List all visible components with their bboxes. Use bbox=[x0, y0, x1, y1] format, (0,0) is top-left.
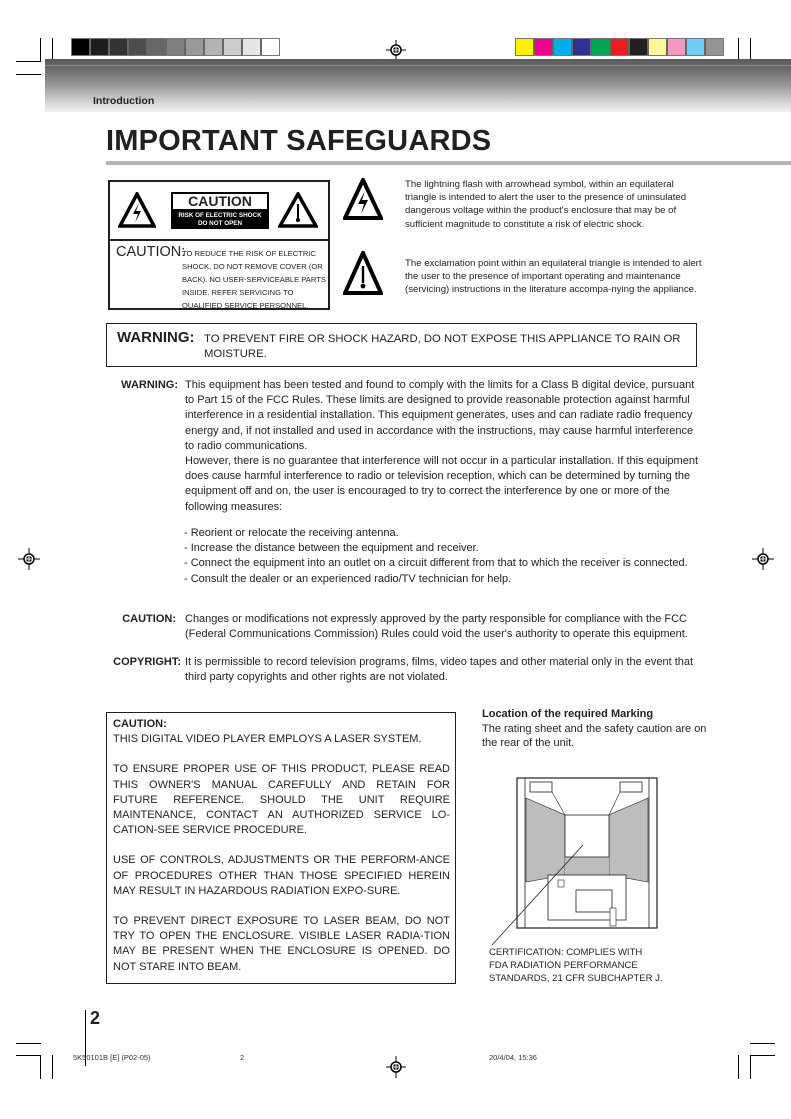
page-title: IMPORTANT SAFEGUARDS bbox=[106, 125, 492, 157]
crop-mark bbox=[750, 1055, 751, 1079]
crop-mark bbox=[16, 74, 41, 75]
lightning-triangle-icon bbox=[118, 192, 156, 228]
copyright-label: COPYRIGHT: bbox=[113, 656, 181, 668]
color-swatch bbox=[129, 39, 148, 55]
exclamation-triangle-icon bbox=[343, 251, 383, 295]
marking-location bbox=[482, 707, 722, 751]
crop-mark bbox=[738, 1055, 739, 1079]
warning-label: WARNING: bbox=[117, 329, 195, 346]
color-swatch bbox=[224, 39, 243, 55]
cert-line: STANDARDS, 21 CFR SUBCHAPTER J. bbox=[489, 973, 663, 984]
unit-rear-illustration bbox=[480, 770, 700, 950]
laser-caution-paragraph: THIS DIGITAL VIDEO PLAYER EMPLOYS A LASER SYSTEM. bbox=[113, 733, 422, 746]
measures-list bbox=[184, 526, 704, 587]
lightning-symbol-description: The lightning flash with arrowhead symbol, within an equilateral triangle is intended to alert the user to the presence of uninsulated dangerous voltage within the product's enclosure that may be of sufficient magnitude to constitute a risk of electric shock. bbox=[405, 179, 687, 230]
laser-caution-paragraph: USE OF CONTROLS, ADJUSTMENTS OR THE PERFORM-ANCE OF PROCEDURES OTHER THAN THOSE SPECIFIED HEREIN MAY RESULT IN HAZARDOUS RADIATION EXPO-SURE. bbox=[113, 854, 450, 897]
color-swatch bbox=[243, 39, 262, 55]
color-swatch bbox=[205, 39, 224, 55]
laser-caution-box bbox=[106, 712, 456, 984]
fcc-warning-label: WARNING: bbox=[121, 379, 178, 391]
laser-caution-paragraph: TO PREVENT DIRECT EXPOSURE TO LASER BEAM, DO NOT TRY TO OPEN THE ENCLOSURE. VISIBLE LASER RADIA-TION MAY BE PRESENT WHEN THE ENCLOSURE IS OPENED. DO NOT STARE INTO BEAM. bbox=[113, 915, 450, 973]
color-swatch bbox=[687, 39, 706, 55]
section-label: Introduction bbox=[93, 95, 155, 107]
color-swatch bbox=[516, 39, 535, 55]
certification-text bbox=[489, 946, 663, 985]
registration-mark-icon bbox=[386, 1056, 406, 1078]
list-item: - Consult the dealer or an experienced radio/TV technician for help. bbox=[184, 572, 512, 585]
footer-timestamp: 20/4/04, 15:36 bbox=[489, 1053, 537, 1062]
crop-mark bbox=[16, 1055, 41, 1056]
exclamation-triangle-icon bbox=[278, 192, 318, 228]
color-swatch bbox=[630, 39, 649, 55]
list-item: - Reorient or relocate the receiving antenna. bbox=[184, 527, 399, 539]
color-swatch bbox=[554, 39, 573, 55]
crop-mark bbox=[750, 1043, 775, 1044]
laser-caution-heading: CAUTION: bbox=[113, 718, 167, 730]
color-swatch bbox=[611, 39, 630, 55]
title-rule bbox=[106, 161, 791, 165]
color-swatch bbox=[706, 39, 723, 55]
crop-mark bbox=[16, 1043, 41, 1044]
exclamation-symbol-description: The exclamation point within an equilateral triangle is intended to alert the user to the presence of important operating and maintenance (servicing) instructions in the literature accompa-nying the appliance. bbox=[405, 258, 702, 296]
header-band bbox=[45, 59, 791, 112]
caution-heading: CAUTION: bbox=[116, 244, 186, 260]
color-swatch bbox=[592, 39, 611, 55]
fcc-caution-label: CAUTION: bbox=[122, 613, 176, 625]
color-swatch bbox=[668, 39, 687, 55]
caution-badge-line2: DO NOT OPEN bbox=[197, 220, 243, 227]
caution-label bbox=[108, 180, 330, 310]
fcc-warning-text: This equipment has been tested and found to comply with the limits for a Class B digital device, pursuant to Part 15 of the FCC Rules. These limits are designed to provide reasonable protection against harmful interference in a residential installation. This equipment generates, uses and can radiate radio frequency energy and, if not installed and used in accordance with the instructions, may cause harmful interference to radio communications. bbox=[185, 379, 695, 452]
crop-mark bbox=[750, 1055, 775, 1056]
laser-caution-paragraph: TO ENSURE PROPER USE OF THIS PRODUCT, PLEASE READ THIS OWNER'S MANUAL CAREFULLY AND RETAIN FOR FUTURE REFERENCE. SHOULD THE UNIT REQUIRE MAINTENANCE, CONTACT AN AUTHORIZED SERVICE LO-CATION-SEE SERVICE PROCEDURE. bbox=[113, 763, 450, 837]
footer-file-page: 2 bbox=[240, 1053, 245, 1062]
color-swatch bbox=[167, 39, 186, 55]
grayscale-color-bar bbox=[71, 38, 280, 56]
cert-line: CERTIFICATION: COMPLIES WITH bbox=[489, 947, 643, 958]
crop-mark bbox=[40, 38, 41, 62]
list-item: - Increase the distance between the equipment and receiver. bbox=[184, 542, 479, 555]
caution-badge-word: CAUTION bbox=[171, 192, 269, 211]
caution-text: TO REDUCE THE RISK OF ELECTRIC SHOCK, DO NOT REMOVE COVER (OR BACK). NO USER-SERVICEABLE PARTS INSIDE. REFER SERVICING TO QUALIFIED SERVICE PERSONNEL. bbox=[182, 249, 326, 310]
footer-file-code: 5K50101B [E] (P02-05) bbox=[73, 1053, 151, 1062]
color-swatch bbox=[110, 39, 129, 55]
color-swatch bbox=[148, 39, 167, 55]
copyright-text: It is permissible to record television programs, films, video tapes and other material only in the event that third party copyrights and other rights are not violated. bbox=[185, 656, 694, 684]
crop-mark bbox=[40, 1055, 41, 1079]
crop-mark bbox=[52, 1055, 53, 1079]
color-swatch bbox=[91, 39, 110, 55]
page-number: 2 bbox=[90, 1008, 101, 1028]
list-item: - Connect the equipment into an outlet on a circuit different from that to which the receiver is connected. bbox=[184, 557, 688, 570]
color-swatch bbox=[186, 39, 205, 55]
color-swatch bbox=[649, 39, 668, 55]
color-swatch bbox=[535, 39, 554, 55]
fcc-warning-text-2: However, there is no guarantee that interference will not occur in a particular installation. If this equipment does cause harmful interference to radio or television reception, which can be determined by turning the equipment off and on, the user is encouraged to try to correct the interference by one or more of the following measures: bbox=[185, 455, 698, 513]
registration-mark-icon bbox=[752, 548, 774, 570]
caution-badge-line1: RISK OF ELECTRIC SHOCK bbox=[178, 212, 262, 219]
color-swatch bbox=[72, 39, 91, 55]
fcc-caution-text: Changes or modifications not expressly approved by the party responsible for compliance with the FCC (Federal Communications Commission) Rules could void the user's authority to operate this equipment. bbox=[185, 613, 688, 641]
cert-line: FDA RADIATION PERFORMANCE bbox=[489, 960, 638, 971]
process-color-bar bbox=[515, 38, 724, 56]
marking-heading: Location of the required Marking bbox=[482, 708, 654, 720]
lightning-triangle-icon bbox=[343, 178, 383, 220]
caution-badge bbox=[171, 192, 269, 230]
warning-box bbox=[106, 323, 697, 367]
color-swatch bbox=[262, 39, 279, 55]
registration-mark-icon bbox=[18, 548, 40, 570]
marking-text: The rating sheet and the safety caution are on the rear of the unit. bbox=[482, 722, 707, 750]
crop-mark bbox=[16, 61, 41, 62]
warning-text: TO PREVENT FIRE OR SHOCK HAZARD, DO NOT EXPOSE THIS APPLIANCE TO RAIN OR MOISTURE. bbox=[204, 333, 681, 360]
color-swatch bbox=[573, 39, 592, 55]
